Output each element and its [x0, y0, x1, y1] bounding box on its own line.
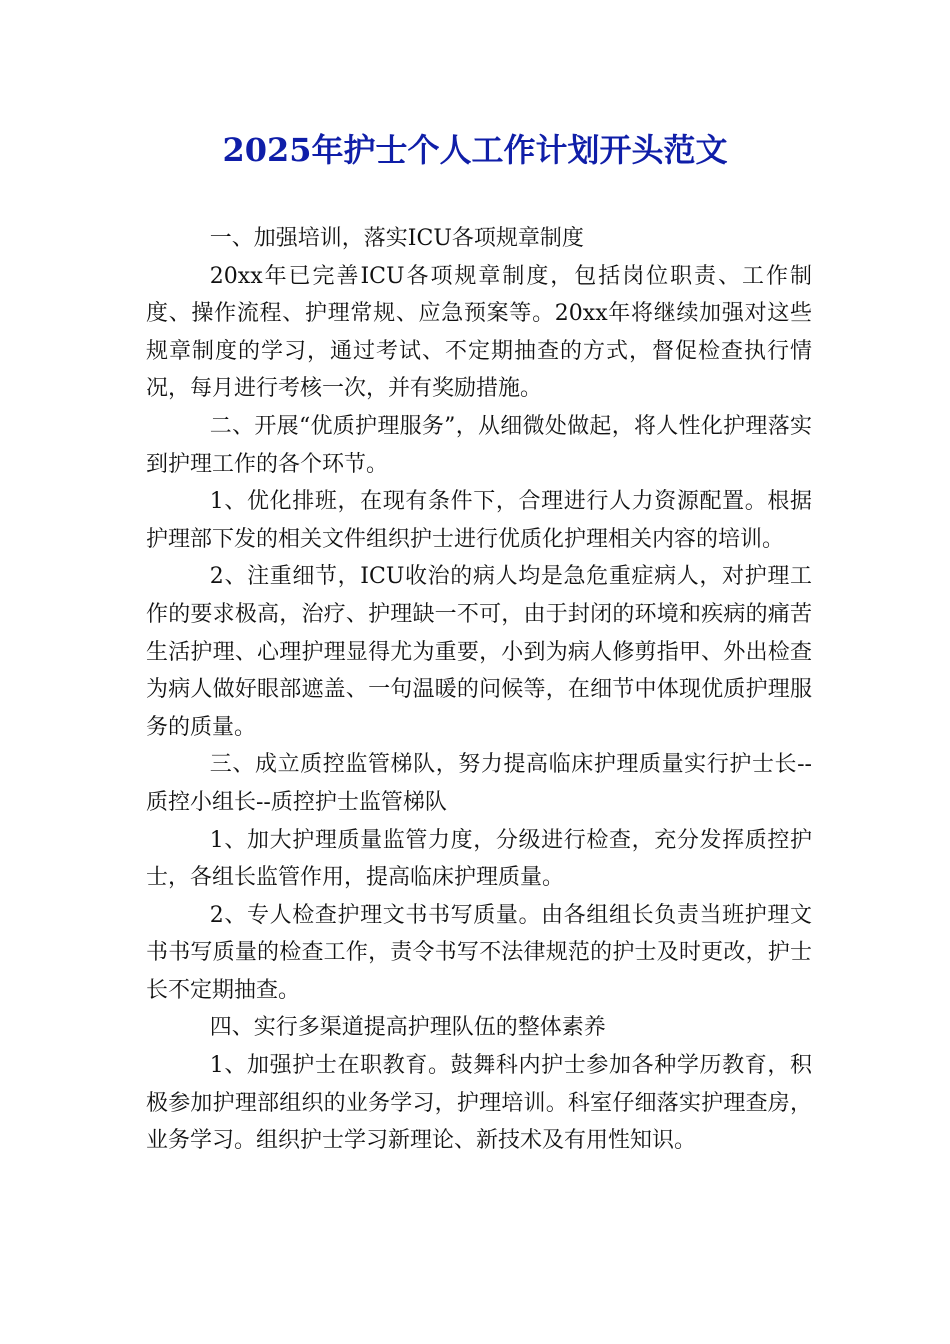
paragraph: 20xx年已完善ICU各项规章制度，包括岗位职责、工作制度、操作流程、护理常规、应急预案等。20xx年将继续加强对这些规章制度的学习，通过考试、不定期抽查的方式，督促检查执行情况，每月进行考核一次，并有奖励措施。: [146, 263, 812, 402]
paragraph: 2、专人检查护理文书书写质量。由各组组长负责当班护理文书书写质量的检查工作，责令书写不法律规范的护士及时更改，护士长不定期抽查。: [146, 902, 812, 1003]
heading-3: 三、成立质控监管梯队，努力提高临床护理质量实行护士长--质控小组长--质控护士监管梯队: [146, 752, 812, 815]
paragraph: 1、加大护理质量监管力度，分级进行检查，充分发挥质控护士，各组长监管作用，提高临床护理质量。: [146, 827, 812, 891]
heading-4: 四、实行多渠道提高护理队伍的整体素养: [209, 1015, 606, 1041]
heading-2: 二、开展“优质护理服务”，从细微处做起，将人性化护理落实到护理工作的各个环节。: [146, 413, 812, 477]
paragraph: 2、注重细节，ICU收治的病人均是急危重症病人，对护理工作的要求极高，治疗、护理缺一不可，由于封闭的环境和疾病的痛苦生活护理、心理护理显得尤为重要，小到为病人修剪指甲、外出检查为病人做好眼部遮盖、一句温暖的问候等，在细节中体现优质护理服务的质量。: [146, 564, 812, 740]
paragraph: 1、优化排班，在现有条件下，合理进行人力资源配置。根据护理部下发的相关文件组织护士进行优质化护理相关内容的培训。: [146, 489, 812, 552]
heading-1: 一、加强培训，落实ICU各项规章制度: [209, 226, 584, 251]
paragraph: 1、加强护士在职教育。鼓舞科内护士参加各种学历教育，积极参加护理部组织的业务学习，护理培训。科室仔细落实护理查房，业务学习。组织护士学习新理论、新技术及有用性知识。: [146, 1053, 812, 1154]
document-title: 2025年护士个人工作计划开头范文: [222, 131, 728, 169]
document-body: [146, 220, 812, 1160]
